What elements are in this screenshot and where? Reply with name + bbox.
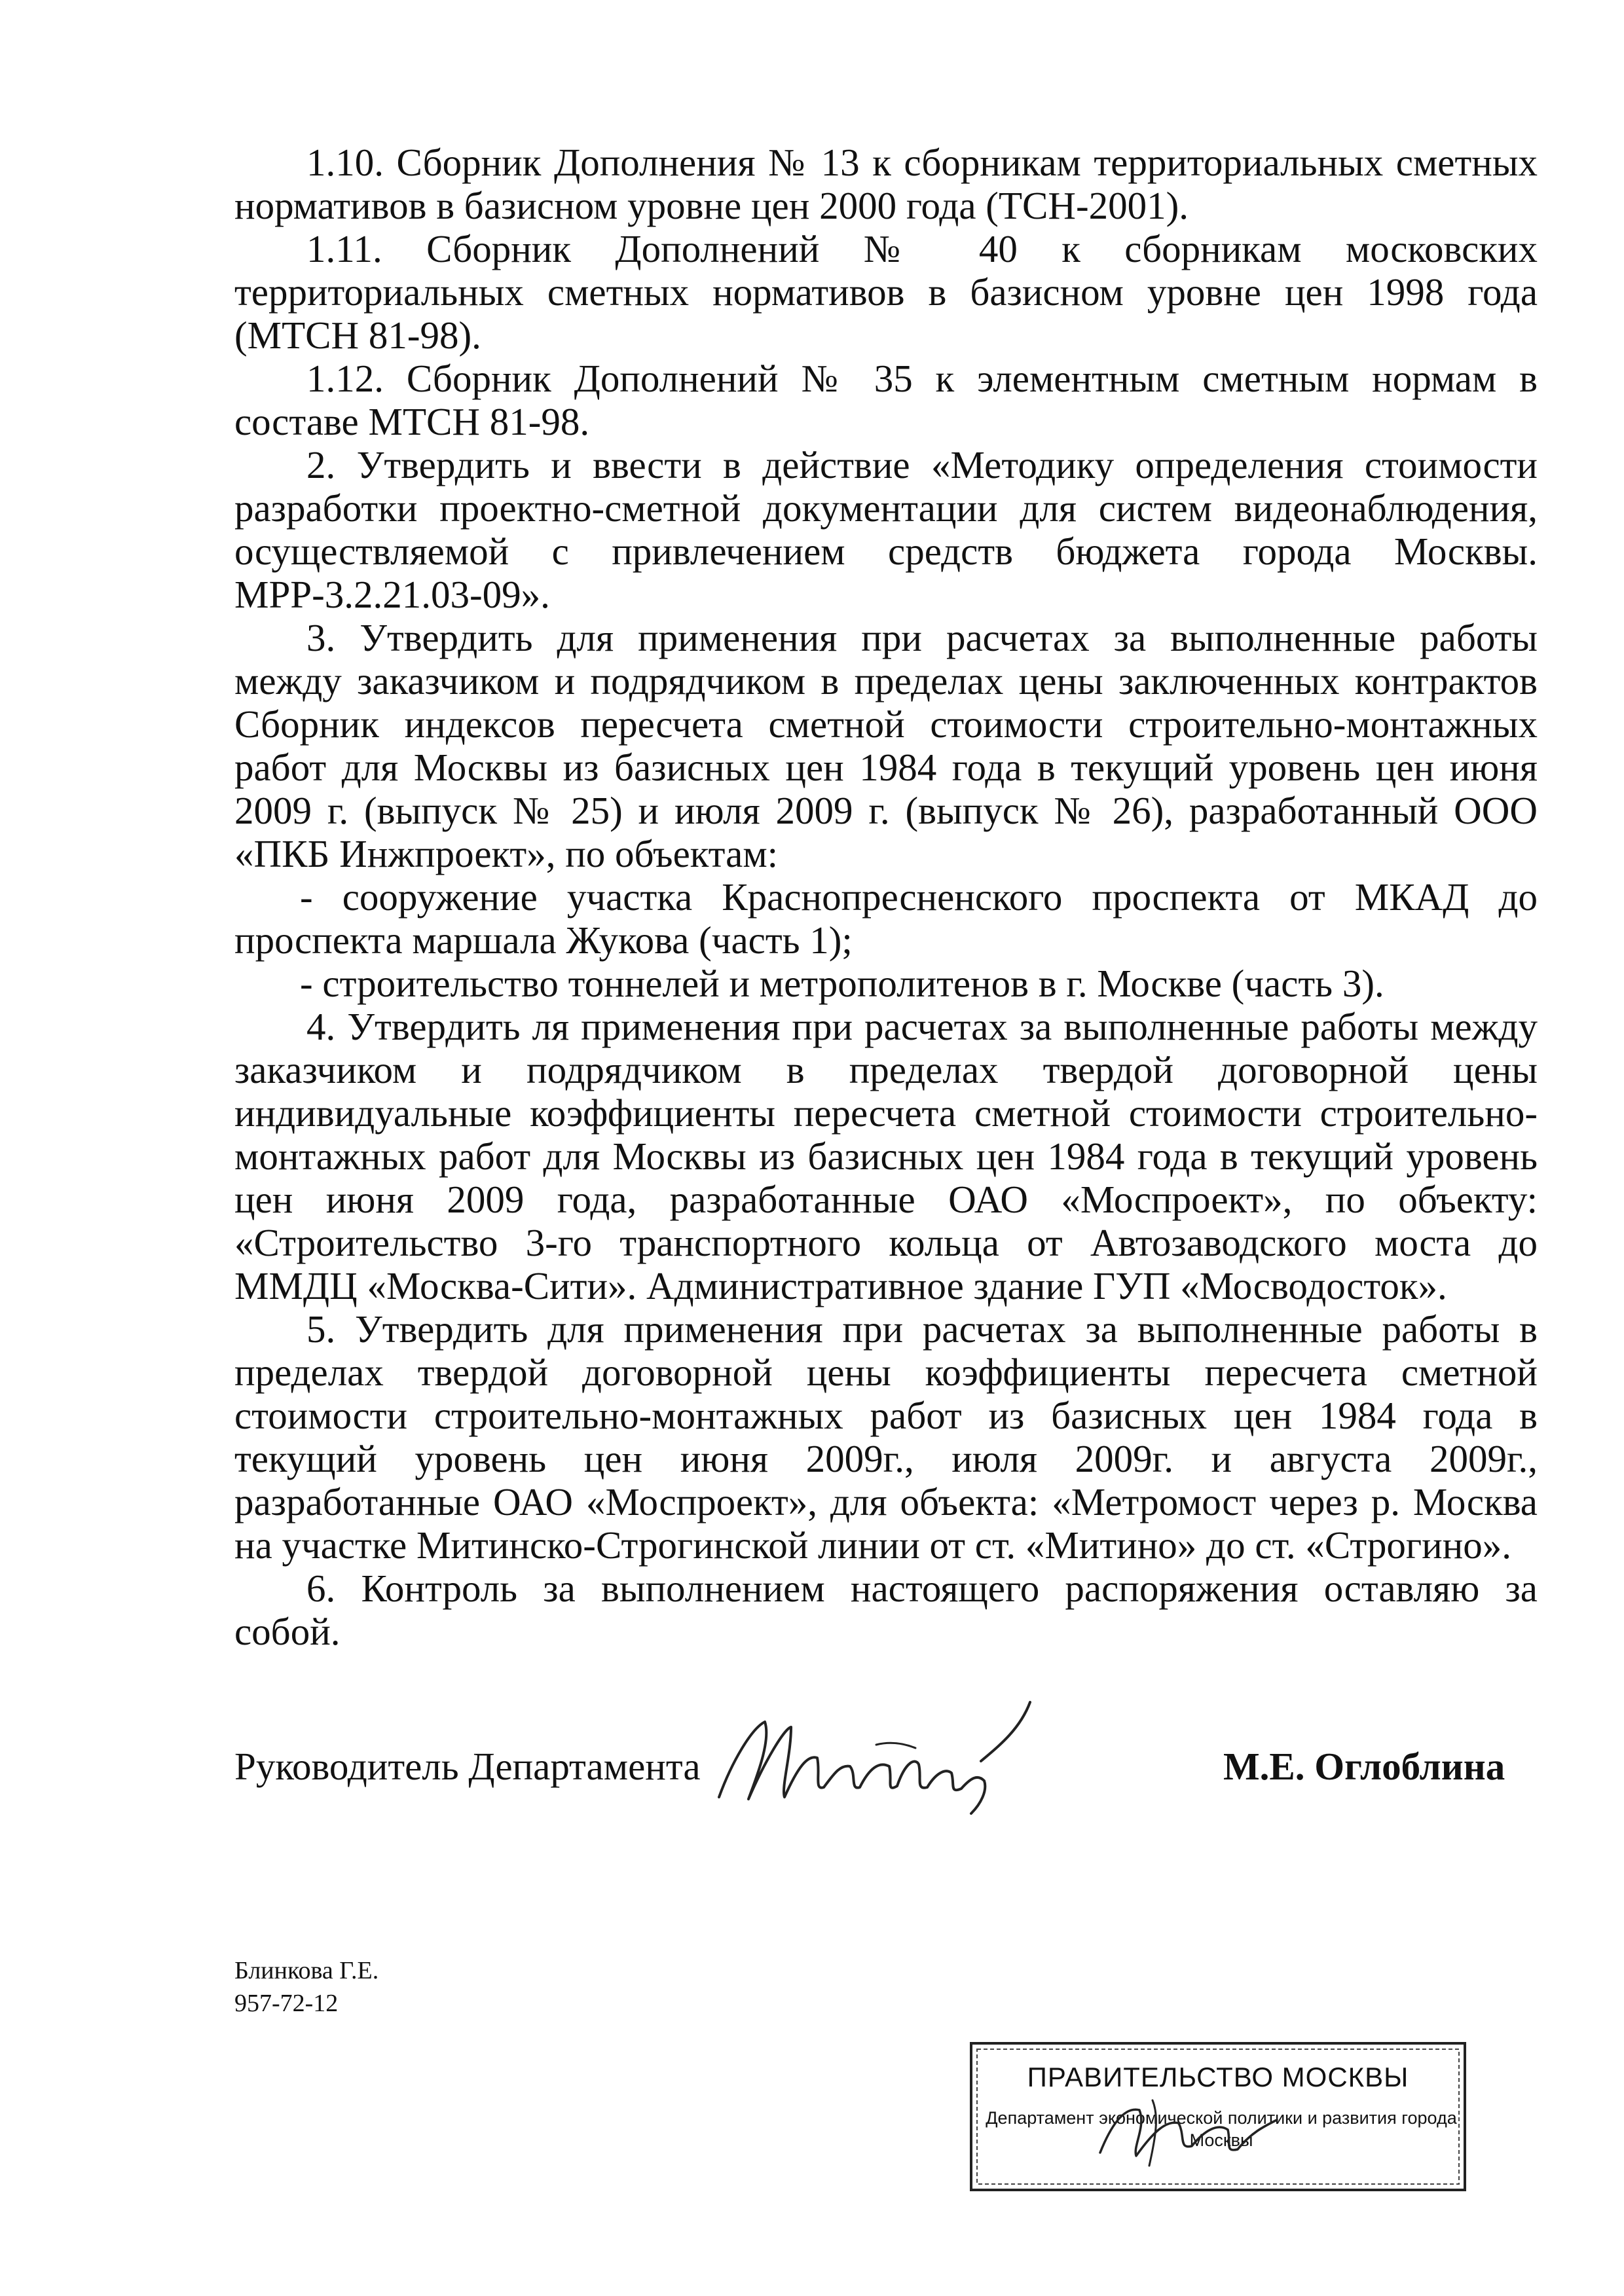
stamp-department: Департамент экономической политики и развития города Москвы (986, 2108, 1457, 2150)
paragraph-2: 2. Утвердить и ввести в действие «Методику определения стоимости разработки проектно-сметной документации для систем видеонаблюдения, осуществляемой с привлечением средств бюджета города Москвы. МРР-3.2.21.03-09». (234, 443, 1538, 616)
stamp-title: ПРАВИТЕЛЬСТВО МОСКВЫ (1027, 2062, 1409, 2092)
executor-name: Блинкова Г.Е. (234, 1957, 379, 1984)
signatory-title: Руководитель Департамента (234, 1745, 701, 1788)
signatory-name: М.Е. Оглоблина (1223, 1745, 1505, 1788)
executor-phone: 957-72-12 (234, 1990, 339, 2017)
stamp-signature (1087, 2081, 1297, 2172)
paragraph-3-item-2: - строительство тоннелей и метрополитенов в г. Москве (часть 3). (300, 962, 1384, 1005)
paragraph-6: 6. Контроль за выполнением настоящего распоряжения оставляю за собой. (234, 1567, 1538, 1653)
handwritten-signature (693, 1683, 1033, 1820)
executor-block (234, 1954, 378, 2020)
document-body (234, 141, 1538, 1653)
paragraph-1-12: 1.12. Сборник Дополнений № 35 к элементным сметным нормам в составе МТСН 81-98. (234, 357, 1538, 443)
paragraph-4: 4. Утвердить ля применения при расчетах за выполненные работы между заказчиком и подрядчиком в пределах твердой договорной цены индивидуальные коэффициенты пересчета сметной стоимости строительно-монтажных работ для Москвы из базисных цен 1984 года в текущий уровень цен июня 2009 года, разработанные ОАО «Моспроект», по объекту: «Строительство 3-го транспортного кольца от Автозаводского моста до ММДЦ «Москва-Сити». Административное здание ГУП «Мосводосток». (234, 1005, 1538, 1307)
paragraph-3-item-1: - сооружение участка Краснопресненского проспекта от МКАД до проспекта маршала Жукова (часть 1); (234, 875, 1538, 962)
department-stamp (969, 2041, 1467, 2192)
paragraph-1-11: 1.11. Сборник Дополнений № 40 к сборникам московских территориальных сметных нормативов в базисном уровне цен 1998 года (МТСН 81-98). (234, 227, 1538, 357)
paragraph-1-10: 1.10. Сборник Дополнения № 13 к сборникам территориальных сметных нормативов в базисном уровне цен 2000 года (ТСН-2001). (234, 141, 1538, 227)
paragraph-3: 3. Утвердить для применения при расчетах за выполненные работы между заказчиком и подрядчиком в пределах цены заключенных контрактов Сборник индексов пересчета сметной стоимости строительно-монтажных работ для Москвы из базисных цен 1984 года в текущий уровень цен июня 2009 г. (выпуск № 25) и июля 2009 г. (выпуск № 26), разработанный ООО «ПКБ Инжпроект», по объектам: (234, 616, 1538, 875)
signature-block (234, 1683, 1544, 1827)
paragraph-5: 5. Утвердить для применения при расчетах за выполненные работы в пределах твердой договорной цены коэффициенты пересчета сметной стоимости строительно-монтажных работ из базисных цен 1984 года в текущий уровень цен июня 2009г., июля 2009г. и августа 2009г., разработанные ОАО «Моспроект», для объекта: «Метромост через р. Москва на участке Митинско-Строгинской линии от ст. «Митино» до ст. «Строгино». (234, 1307, 1538, 1567)
